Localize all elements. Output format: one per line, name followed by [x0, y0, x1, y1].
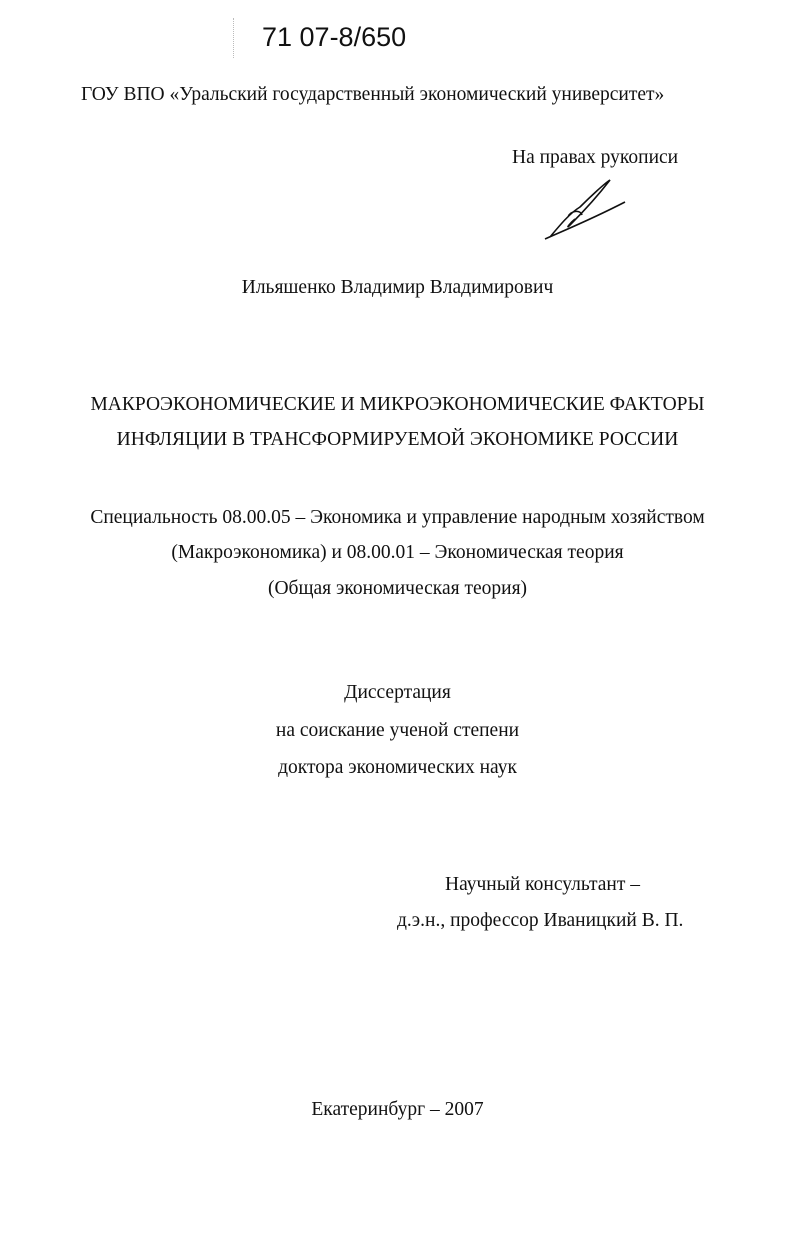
advisor-label: Научный консультант –	[445, 874, 640, 895]
place-year: Екатеринбург – 2007	[311, 1099, 484, 1120]
specialty-line-2: (Макроэкономика) и 08.00.01 – Экономическая теория	[171, 542, 624, 563]
degree-line-1: Диссертация	[344, 682, 451, 703]
specialty-line-1: Специальность 08.00.05 – Экономика и управление народным хозяйством	[90, 507, 705, 528]
signature	[540, 175, 630, 245]
title-line-2: ИНФЛЯЦИИ В ТРАНСФОРМИРУЕМОЙ ЭКОНОМИКЕ РОССИИ	[116, 429, 679, 450]
advisor-name: д.э.н., профессор Иваницкий В. П.	[397, 910, 684, 931]
scan-margin-mark	[233, 18, 235, 58]
manuscript-rights: На правах рукописи	[512, 147, 679, 168]
title-line-1: МАКРОЭКОНОМИЧЕСКИЕ И МИКРОЭКОНОМИЧЕСКИЕ ФАКТОРЫ	[90, 394, 705, 415]
degree-line-3: доктора экономических наук	[278, 757, 517, 778]
specialty-line-3: (Общая экономическая теория)	[267, 578, 528, 599]
institution: ГОУ ВПО «Уральский государственный экономический университет»	[81, 84, 665, 105]
document-code: 71 07-8/650	[262, 22, 407, 52]
author-name: Ильяшенко Владимир Владимирович	[241, 277, 554, 298]
degree-line-2: на соискание ученой степени	[275, 720, 520, 741]
